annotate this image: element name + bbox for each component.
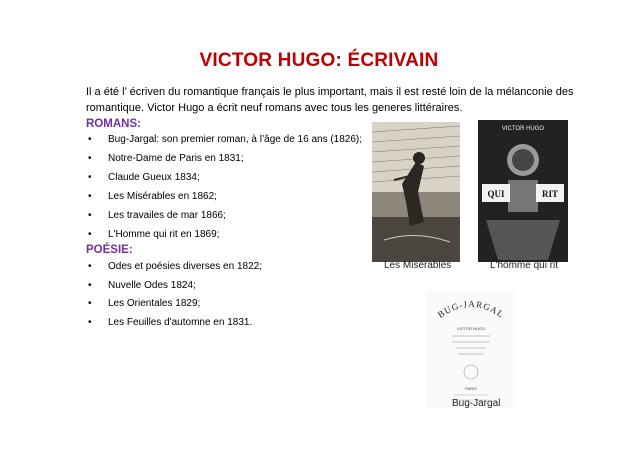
bullet-icon: • [88, 279, 92, 291]
bullet-icon: • [88, 172, 92, 183]
page-title: VICTOR HUGO: ÉCRIVAIN [199, 50, 439, 71]
bullet-icon: • [88, 298, 92, 309]
bug-jargal-cover-title: BUG-JARGAL [435, 298, 507, 320]
romans-heading: ROMANS: [86, 118, 141, 130]
romans-list [86, 130, 362, 244]
homme-word-right: RIT [541, 189, 559, 199]
bug-jargal-cover-place: PARIS [465, 386, 477, 391]
les-miserables-caption: Les Misérables [384, 260, 452, 271]
list-item: • Bug-Jargal: son premier roman, à l’âge de 16 ans (1826); [86, 130, 362, 149]
list-item: • Odes et poésies diverses en 1822; [86, 258, 262, 277]
intro-paragraph: Il a été l’ écriven du romantique français le plus important, mais il est resté loin de la mélanconie des romantique. Victor Hugo a écrit neuf romans avec tous les generes littéraires. [86, 86, 574, 114]
list-item: • Claude Gueux 1834; [86, 168, 362, 187]
homme-qui-rit-image [478, 120, 568, 262]
poesie-list [86, 258, 262, 332]
homme-word-left: QUI [487, 189, 505, 199]
list-item: • Les Misérables en 1862; [86, 187, 362, 206]
list-item: • L'Homme qui rit en 1869; [86, 225, 362, 244]
list-item: • Nuvelle Odes 1824; [86, 277, 262, 296]
bug-jargal-caption: Bug-Jargal [452, 398, 501, 409]
list-item: • Les Feuilles d'automne en 1831. [86, 314, 262, 333]
les-miserables-image [372, 122, 460, 262]
bullet-icon: • [88, 191, 92, 202]
bug-jargal-cover-author: VICTOR HUGO [456, 326, 486, 331]
bullet-icon: • [88, 229, 92, 240]
bullet-icon: • [88, 210, 92, 221]
list-item: • Les Orientales 1829; [86, 295, 262, 314]
bullet-icon: • [88, 316, 92, 328]
bullet-icon: • [88, 153, 92, 164]
bullet-icon: • [88, 134, 92, 145]
homme-header-text: VICTOR HUGO [501, 126, 545, 132]
homme-qui-rit-caption: L'homme qui rit [490, 260, 559, 271]
poesie-heading: POÉSIE: [86, 244, 133, 256]
list-item: • Les travailes de mar 1866; [86, 206, 362, 225]
list-item: • Notre-Dame de Paris en 1831; [86, 149, 362, 168]
bug-jargal-image [426, 290, 516, 408]
bullet-icon: • [88, 261, 92, 272]
